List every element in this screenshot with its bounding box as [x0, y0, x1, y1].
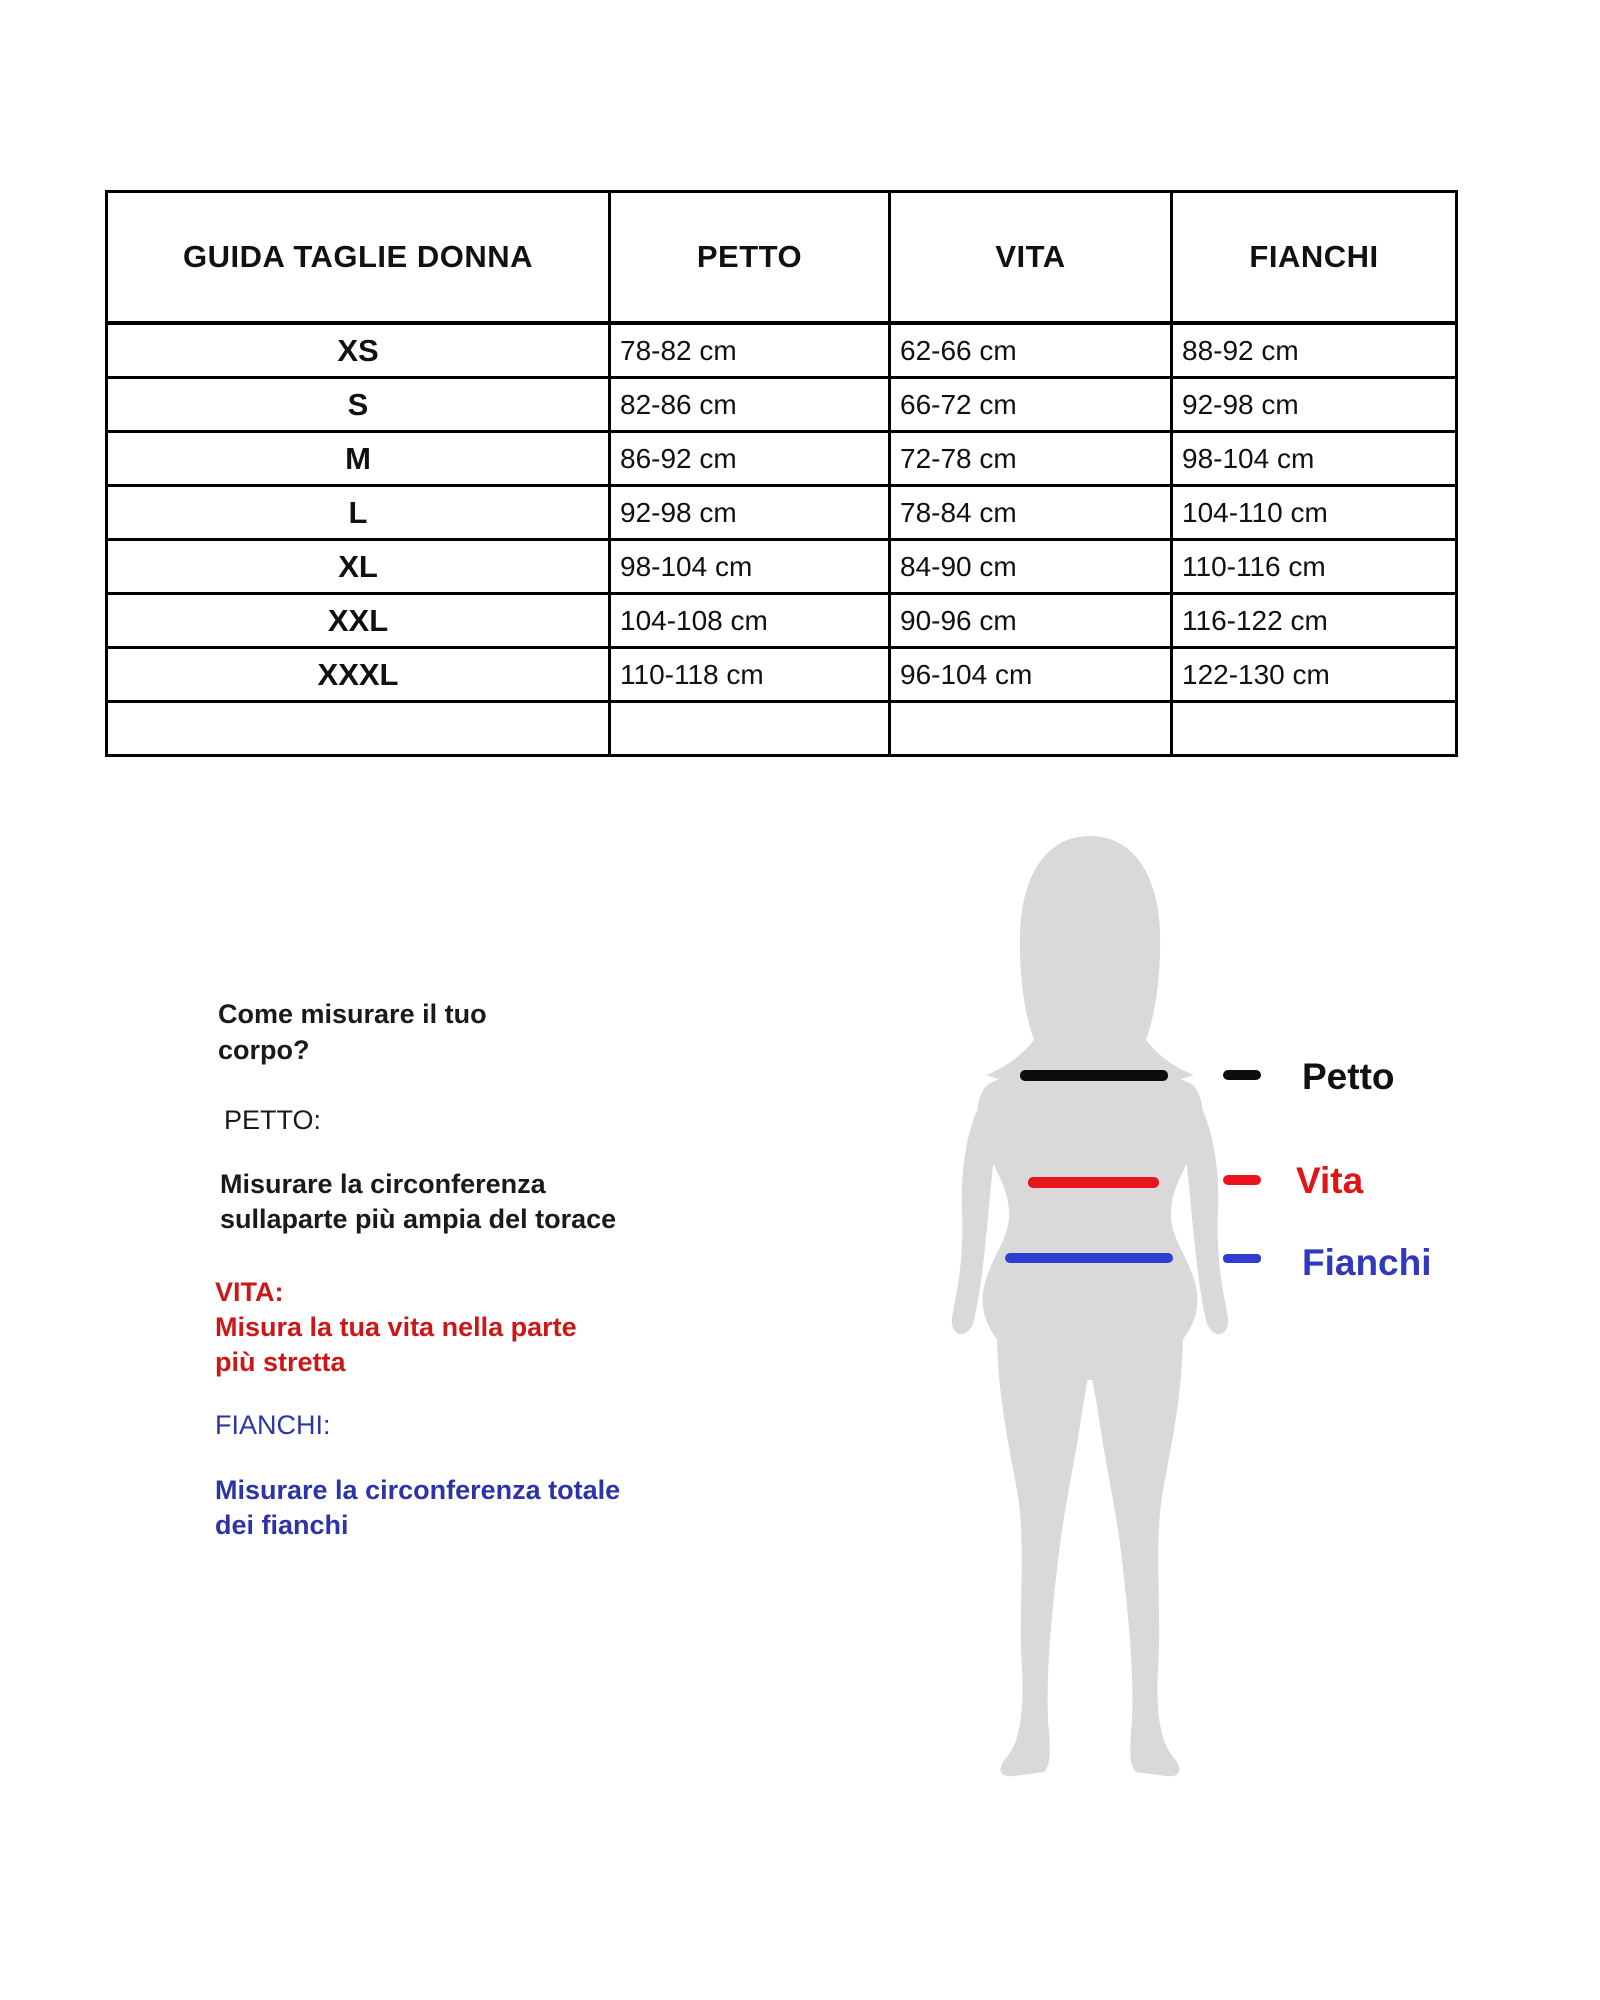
size-cell: XL: [107, 540, 610, 594]
petto-cell: 86-92 cm: [610, 432, 890, 486]
size-cell: XS: [107, 323, 610, 378]
petto-cell: 92-98 cm: [610, 486, 890, 540]
vita-instruction-line2: più stretta: [215, 1347, 346, 1377]
vita-cell: 84-90 cm: [890, 540, 1172, 594]
vita-cell: 78-84 cm: [890, 486, 1172, 540]
body-measurement-diagram: [850, 820, 1330, 1790]
vita-cell: 72-78 cm: [890, 432, 1172, 486]
size-cell: L: [107, 486, 610, 540]
petto-cell: 82-86 cm: [610, 378, 890, 432]
chest-measure-bar: [1020, 1070, 1168, 1081]
size-cell: M: [107, 432, 610, 486]
table-row-xs: [107, 323, 1457, 378]
silhouette-right-leg: [1088, 1280, 1183, 1776]
vita-cell: 90-96 cm: [890, 594, 1172, 648]
petto-cell: [610, 702, 890, 756]
fianchi-cell: 116-122 cm: [1172, 594, 1457, 648]
fianchi-section-label: FIANCHI:: [215, 1410, 331, 1440]
petto-section-label: PETTO:: [224, 1105, 322, 1135]
vita-legend-dash: [1223, 1175, 1261, 1185]
petto-instruction-line2: sullaparte più ampia del torace: [220, 1204, 617, 1234]
table-row-xxxl: [107, 648, 1457, 702]
table-row-empty: [107, 702, 1457, 756]
table-title-cell: GUIDA TAGLIE DONNA: [107, 192, 610, 324]
petto-legend-dash: [1223, 1070, 1261, 1080]
petto-cell: 110-118 cm: [610, 648, 890, 702]
fianchi-legend-dash: [1223, 1254, 1261, 1263]
legend-label-petto: Petto: [1302, 1056, 1395, 1097]
size-cell: XXXL: [107, 648, 610, 702]
table-header-row: [107, 192, 1457, 324]
instructions-heading-line2: corpo?: [218, 1035, 310, 1065]
table-row-l: [107, 486, 1457, 540]
fianchi-cell: 104-110 cm: [1172, 486, 1457, 540]
waist-measure-bar: [1028, 1177, 1159, 1188]
size-cell: S: [107, 378, 610, 432]
table-row-s: [107, 378, 1457, 432]
vita-cell: [890, 702, 1172, 756]
female-body-silhouette: [952, 836, 1228, 1776]
fianchi-cell: 92-98 cm: [1172, 378, 1457, 432]
petto-cell: 104-108 cm: [610, 594, 890, 648]
instructions-heading-line1: Come misurare il tuo: [218, 999, 487, 1029]
table-row-xl: [107, 540, 1457, 594]
fianchi-cell: 88-92 cm: [1172, 323, 1457, 378]
size-guide-table: [105, 190, 1458, 757]
fianchi-cell: 98-104 cm: [1172, 432, 1457, 486]
vita-section-label: VITA:: [215, 1277, 284, 1307]
fianchi-instruction-line2: dei fianchi: [215, 1510, 349, 1540]
hips-measure-bar: [1005, 1253, 1173, 1263]
table-row-xxl: [107, 594, 1457, 648]
fianchi-cell: [1172, 702, 1457, 756]
table-row-m: [107, 432, 1457, 486]
column-header-vita: VITA: [890, 192, 1172, 324]
fianchi-cell: 110-116 cm: [1172, 540, 1457, 594]
column-header-fianchi: FIANCHI: [1172, 192, 1457, 324]
size-cell: XXL: [107, 594, 610, 648]
legend-label-fianchi: Fianchi: [1302, 1242, 1432, 1283]
size-cell: [107, 702, 610, 756]
fianchi-instruction-line1: Misurare la circonferenza totale: [215, 1475, 621, 1505]
fianchi-cell: 122-130 cm: [1172, 648, 1457, 702]
vita-cell: 66-72 cm: [890, 378, 1172, 432]
column-header-petto: PETTO: [610, 192, 890, 324]
vita-instruction-line1: Misura la tua vita nella parte: [215, 1312, 577, 1342]
vita-cell: 62-66 cm: [890, 323, 1172, 378]
petto-instruction-line1: Misurare la circonferenza: [220, 1169, 546, 1199]
silhouette-left-leg: [997, 1280, 1092, 1776]
petto-cell: 78-82 cm: [610, 323, 890, 378]
vita-cell: 96-104 cm: [890, 648, 1172, 702]
petto-cell: 98-104 cm: [610, 540, 890, 594]
legend-label-vita: Vita: [1296, 1160, 1364, 1201]
